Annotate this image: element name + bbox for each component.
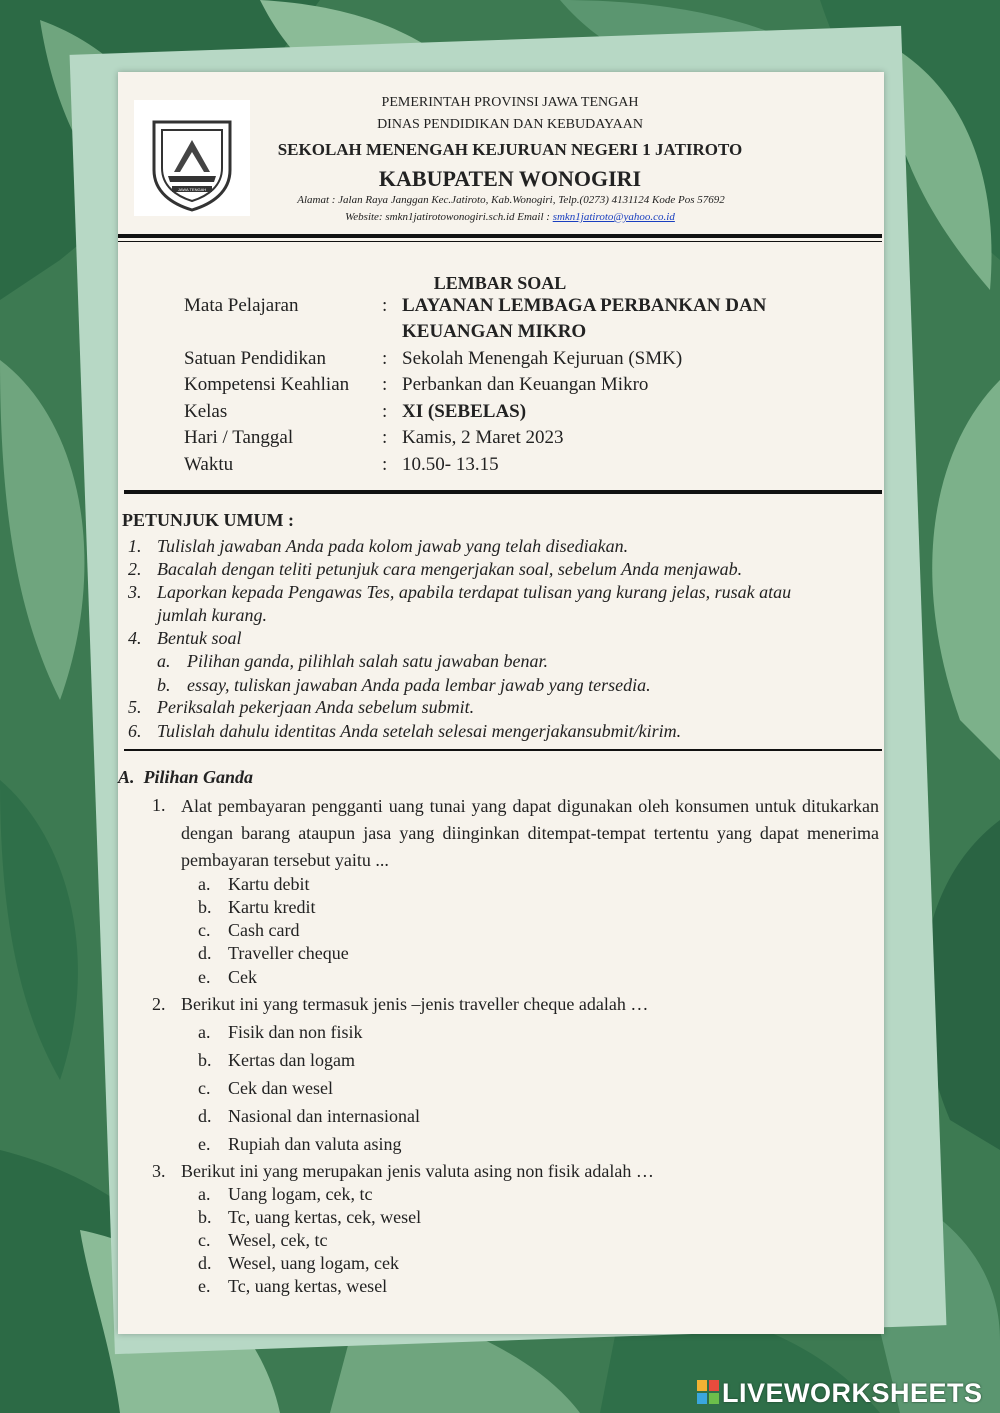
option-letter: d.	[198, 1253, 212, 1273]
option-letter: e.	[198, 967, 211, 987]
section-heading	[118, 767, 253, 788]
option-text[interactable]: Cek	[228, 967, 257, 987]
info-colon: :	[382, 374, 388, 395]
question-number: 2.	[152, 994, 166, 1014]
info-label: Kelas	[184, 401, 228, 422]
divider	[124, 749, 882, 751]
option-text[interactable]: Wesel, cek, tc	[228, 1230, 328, 1250]
info-colon: :	[382, 348, 388, 369]
option-letter: d.	[198, 1106, 212, 1126]
instruction-number: 4.	[128, 628, 142, 648]
info-value: XI (SEBELAS)	[402, 401, 527, 422]
option-text[interactable]: Wesel, uang logam, cek	[228, 1253, 399, 1273]
header-school-name: SEKOLAH MENENGAH KEJURUAN NEGERI 1 JATIROTO	[277, 140, 743, 159]
option-letter: c.	[198, 1078, 211, 1098]
liveworksheets-logo-icon	[697, 1380, 719, 1404]
option-letter: b.	[198, 897, 212, 917]
info-label: Satuan Pendidikan	[184, 348, 326, 369]
option-letter: e.	[198, 1276, 211, 1296]
option-letter: c.	[198, 1230, 211, 1250]
instruction-sub-text: essay, tuliskan jawaban Anda pada lembar jawab yang tersedia.	[187, 675, 651, 695]
instruction-text: Tulislah dahulu identitas Anda setelah selesai mengerjakansubmit/kirim.	[157, 721, 682, 741]
option-text[interactable]: Tc, uang kertas, wesel	[228, 1276, 388, 1296]
info-value: Sekolah Menengah Kejuruan (SMK)	[402, 348, 683, 369]
header-line-1: PEMERINTAH PROVINSI JAWA TENGAH	[381, 95, 639, 110]
option-text[interactable]: Kartu kredit	[228, 897, 316, 917]
option-text[interactable]: Nasional dan internasional	[228, 1106, 420, 1126]
section-title: Pilihan Ganda	[143, 767, 254, 787]
info-value: 10.50- 13.15	[402, 454, 499, 475]
info-value: Perbankan dan Keuangan Mikro	[402, 374, 649, 395]
instruction-sub-letter: a.	[157, 651, 171, 671]
option-text[interactable]: Traveller cheque	[228, 943, 349, 963]
instruction-text-continued: jumlah kurang.	[157, 605, 267, 625]
email-link[interactable]: smkn1jatiroto@yahoo.co.id	[552, 211, 675, 223]
instruction-text: Laporkan kepada Pengawas Tes, apabila terdapat tulisan yang kurang jelas, rusak atau	[157, 582, 792, 602]
info-colon: :	[382, 401, 388, 422]
instruction-text: Bentuk soal	[157, 628, 242, 648]
instruction-number: 2.	[128, 559, 142, 579]
info-label: Mata Pelajaran	[184, 295, 299, 316]
question-text: Alat pembayaran pengganti uang tunai yang dapat digunakan oleh konsumen untuk ditukarkan dengan barang ataupun jasa yang diinginkan ditempat-tempat tertentu yang dapat menerima pembayaran tersebut yaitu ...	[181, 796, 879, 870]
watermark: LIVEWORKSHEETS	[722, 1378, 983, 1408]
info-label: Waktu	[184, 454, 234, 475]
option-text[interactable]: Cek dan wesel	[228, 1078, 333, 1098]
jawa-tengah-crest-icon	[134, 100, 250, 216]
option-letter: e.	[198, 1134, 211, 1154]
info-colon: :	[382, 295, 388, 316]
instructions-heading: PETUNJUK UMUM :	[122, 510, 294, 530]
option-letter: a.	[198, 1022, 211, 1042]
option-letter: a.	[198, 1184, 211, 1204]
school-logo	[134, 100, 250, 216]
option-text[interactable]: Rupiah dan valuta asing	[228, 1134, 402, 1154]
instruction-text: Bacalah dengan teliti petunjuk cara mengerjakan soal, sebelum Anda menjawab.	[157, 559, 743, 579]
option-letter: b.	[198, 1050, 212, 1070]
header-website: Website: smkn1jatirotowonogiri.sch.id Email :	[345, 211, 553, 223]
page-title: LEMBAR SOAL	[433, 273, 567, 293]
info-label: Kompetensi Keahlian	[184, 374, 350, 395]
instruction-number: 3.	[128, 582, 142, 602]
info-value: Kamis, 2 Maret 2023	[402, 427, 564, 448]
info-label: Hari / Tanggal	[184, 427, 294, 448]
instruction-text: Periksalah pekerjaan Anda sebelum submit.	[157, 697, 475, 717]
header-line-2: DINAS PENDIDIKAN DAN KEBUDAYAAN	[377, 117, 643, 132]
option-letter: d.	[198, 943, 212, 963]
instruction-number: 1.	[128, 536, 142, 556]
option-text[interactable]: Fisik dan non fisik	[228, 1022, 363, 1042]
option-text[interactable]: Kartu debit	[228, 874, 310, 894]
instruction-sub-text: Pilihan ganda, pilihlah salah satu jawaban benar.	[187, 651, 549, 671]
info-value-continued: KEUANGAN MIKRO	[402, 321, 587, 342]
header-regency: KABUPATEN WONOGIRI	[378, 166, 642, 191]
option-text[interactable]: Kertas dan logam	[228, 1050, 355, 1070]
divider	[124, 490, 882, 494]
header-rule-thin	[118, 241, 882, 242]
header-contact	[250, 211, 770, 223]
header-address: Alamat : Jalan Raya Janggan Kec.Jatiroto, Kab.Wonogiri, Telp.(0273) 4131124 Kode Pos 57692	[297, 194, 725, 206]
instruction-sub-letter: b.	[157, 675, 171, 695]
question-number: 3.	[152, 1161, 166, 1181]
info-colon: :	[382, 454, 388, 475]
option-text[interactable]: Cash card	[228, 920, 300, 940]
instruction-number: 5.	[128, 697, 142, 717]
header-rule	[118, 234, 882, 238]
option-text[interactable]: Tc, uang kertas, cek, wesel	[228, 1207, 422, 1227]
section-label: A.	[118, 767, 135, 787]
info-colon: :	[382, 427, 388, 448]
option-text[interactable]: Uang logam, cek, tc	[228, 1184, 373, 1204]
option-letter: c.	[198, 920, 211, 940]
instruction-text: Tulislah jawaban Anda pada kolom jawab yang telah disediakan.	[157, 536, 629, 556]
option-letter: a.	[198, 874, 211, 894]
instruction-number: 6.	[128, 721, 142, 741]
question-text: Berikut ini yang merupakan jenis valuta asing non fisik adalah …	[181, 1161, 654, 1181]
question-number: 1.	[152, 795, 166, 815]
option-letter: b.	[198, 1207, 212, 1227]
question-text: Berikut ini yang termasuk jenis –jenis traveller cheque adalah …	[181, 994, 649, 1014]
info-value: LAYANAN LEMBAGA PERBANKAN DAN	[402, 295, 767, 316]
svg-text:JAWA TENGAH: JAWA TENGAH	[177, 187, 207, 192]
